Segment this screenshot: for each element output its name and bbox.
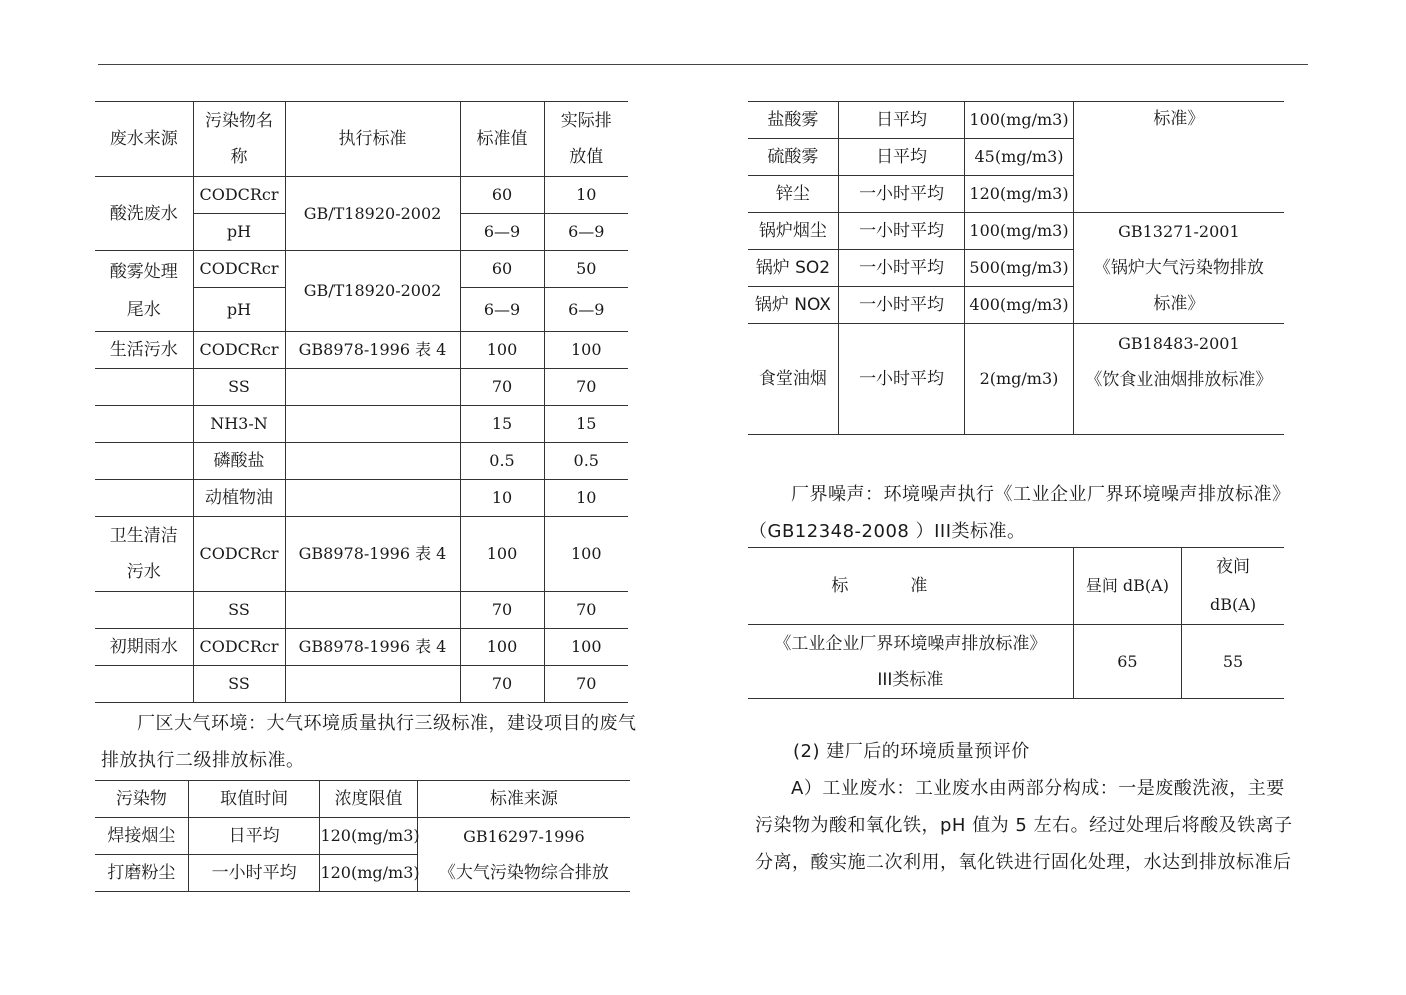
pollutant-cell: 动植物油	[193, 480, 285, 517]
source-cell	[95, 406, 193, 443]
header-cell	[748, 548, 1073, 625]
pollutant-cell: 锅炉 SO2	[748, 250, 838, 287]
day-value-cell: 65	[1073, 625, 1181, 699]
night-value-cell: 55	[1182, 625, 1284, 699]
std-value-cell: 60	[460, 177, 544, 214]
time-cell: 日平均	[188, 818, 320, 855]
header-cell	[193, 102, 285, 177]
limit-cell: 120(mg/m3)	[320, 818, 417, 855]
header-cell: 标准值	[460, 102, 544, 177]
header-text: 夜间	[1216, 557, 1251, 577]
actual-cell: 70	[544, 369, 628, 406]
standard-line: III类标准	[877, 669, 944, 690]
actual-cell: 15	[544, 406, 628, 443]
header-cell: 取值时间	[188, 781, 320, 818]
limit-cell: 2(mg/m3)	[965, 324, 1073, 435]
source-cell	[95, 666, 193, 703]
std-value-cell: 70	[460, 592, 544, 629]
source-line: GB16297-1996	[463, 826, 585, 846]
source-line: 标准》	[1153, 294, 1205, 314]
source-line: 《大气污染物综合排放	[438, 862, 609, 883]
pollutant-cell: 焊接烟尘	[95, 818, 188, 855]
pollutant-cell: 磷酸盐	[193, 443, 285, 480]
std-value-cell: 100	[460, 332, 544, 369]
time-cell: 一小时平均	[838, 287, 964, 324]
header-text: 实际排放值	[560, 111, 612, 167]
limit-cell: 400(mg/m3)	[965, 287, 1073, 324]
pollutant-cell: 打磨粉尘	[95, 855, 188, 892]
actual-cell: 0.5	[544, 443, 628, 480]
std-value-cell: 100	[460, 629, 544, 666]
std-value-cell: 0.5	[460, 443, 544, 480]
pollutant-cell: CODCRcr	[193, 517, 285, 592]
standard-cell	[748, 625, 1073, 699]
pollutant-cell: 盐酸雾	[748, 102, 838, 139]
source-text: 酸雾处理尾水	[109, 262, 178, 320]
limit-cell: 100(mg/m3)	[965, 102, 1073, 139]
source-cell: 初期雨水	[95, 629, 193, 666]
source-text: 卫生清洁污水	[109, 526, 178, 582]
source-line: 《锅炉大气污染物排放	[1093, 258, 1264, 278]
standard-cell	[285, 480, 460, 517]
standard-cell: GB/T18920-2002	[285, 177, 460, 251]
wastewater-table	[95, 101, 628, 703]
header-cell: 标准来源	[417, 781, 630, 818]
header-cell	[1182, 548, 1284, 625]
time-cell: 一小时平均	[838, 176, 964, 213]
source-cell	[1073, 324, 1284, 435]
source-cell	[95, 443, 193, 480]
source-line: 标准》	[1153, 109, 1205, 129]
air-paragraph: 厂区大气环境：大气环境质量执行三级标准，建设项目的废气排放执行二级排放标准。	[101, 713, 637, 771]
std-value-cell: 6—9	[460, 288, 544, 332]
source-line: 《饮食业油烟排放标准》	[1085, 370, 1273, 390]
pollutant-cell: 锌尘	[748, 176, 838, 213]
limit-cell: 500(mg/m3)	[965, 250, 1073, 287]
std-value-cell: 70	[460, 666, 544, 703]
time-cell: 日平均	[838, 102, 964, 139]
pollutant-cell: 硫酸雾	[748, 139, 838, 176]
pollutant-cell: SS	[193, 369, 285, 406]
section-title: (2) 建厂后的环境质量预评价	[793, 741, 1030, 762]
source-line: GB13271-2001	[1118, 222, 1240, 241]
time-cell: 一小时平均	[838, 213, 964, 250]
standard-cell	[285, 443, 460, 480]
air-table-continued	[748, 101, 1284, 435]
limit-cell: 120(mg/m3)	[965, 176, 1073, 213]
header-cell: 昼间 dB(A)	[1073, 548, 1181, 625]
actual-cell: 6—9	[544, 288, 628, 332]
actual-cell: 10	[544, 177, 628, 214]
header-cell	[544, 102, 628, 177]
pollutant-cell: CODCRcr	[193, 629, 285, 666]
actual-cell: 10	[544, 480, 628, 517]
pollutant-cell: 锅炉烟尘	[748, 213, 838, 250]
actual-cell: 50	[544, 251, 628, 288]
limit-cell: 45(mg/m3)	[965, 139, 1073, 176]
time-cell: 一小时平均	[188, 855, 320, 892]
actual-cell: 70	[544, 666, 628, 703]
header-rule	[98, 64, 1308, 65]
source-cell	[1073, 213, 1284, 324]
source-cell	[95, 480, 193, 517]
pollutant-cell: CODCRcr	[193, 332, 285, 369]
time-cell: 日平均	[838, 139, 964, 176]
time-cell: 一小时平均	[838, 324, 964, 435]
limit-cell: 100(mg/m3)	[965, 213, 1073, 250]
std-value-cell: 6—9	[460, 214, 544, 251]
actual-cell: 100	[544, 332, 628, 369]
actual-cell: 100	[544, 517, 628, 592]
header-cell: 浓度限值	[320, 781, 417, 818]
noise-line-1: 厂界噪声：环境噪声执行《工业企业厂界环境噪声排放标准》	[791, 484, 1291, 505]
noise-paragraph	[749, 476, 1315, 550]
source-cell	[1073, 102, 1284, 213]
noise-line-2: （GB12348-2008 ）III类标准。	[749, 521, 1026, 542]
actual-cell: 100	[544, 629, 628, 666]
source-line: GB18483-2001	[1118, 334, 1240, 353]
pollutant-cell: SS	[193, 666, 285, 703]
source-cell	[95, 592, 193, 629]
noise-table	[748, 547, 1284, 699]
pollutant-cell: 食堂油烟	[748, 324, 838, 435]
standard-cell	[285, 666, 460, 703]
pollutant-cell: CODCRcr	[193, 177, 285, 214]
std-value-cell: 100	[460, 517, 544, 592]
standard-cell	[285, 369, 460, 406]
air-table	[95, 780, 630, 892]
standard-cell: GB/T18920-2002	[285, 251, 460, 332]
standard-cell: GB8978-1996 表 4	[285, 629, 460, 666]
source-cell	[417, 818, 630, 892]
standard-cell	[285, 406, 460, 443]
limit-cell: 120(mg/m3)	[320, 855, 417, 892]
pollutant-cell: pH	[193, 288, 285, 332]
header-cell: 废水来源	[95, 102, 193, 177]
pollutant-cell: SS	[193, 592, 285, 629]
std-value-cell: 60	[460, 251, 544, 288]
standard-cell: GB8978-1996 表 4	[285, 517, 460, 592]
source-cell: 生活污水	[95, 332, 193, 369]
header-text: 污染物名称	[205, 111, 273, 167]
std-value-cell: 70	[460, 369, 544, 406]
pollutant-cell: CODCRcr	[193, 251, 285, 288]
header-text: dB(A)	[1210, 595, 1257, 614]
pollutant-cell: pH	[193, 214, 285, 251]
standard-cell	[285, 592, 460, 629]
standard-line: 《工业企业厂界环境噪声排放标准》	[774, 633, 1047, 654]
time-cell: 一小时平均	[838, 250, 964, 287]
pollutant-cell: NH3-N	[193, 406, 285, 443]
actual-cell: 70	[544, 592, 628, 629]
source-cell: 酸洗废水	[95, 177, 193, 251]
header-cell: 执行标准	[285, 102, 460, 177]
source-cell	[95, 369, 193, 406]
std-value-cell: 10	[460, 480, 544, 517]
section-paragraph: A）工业废水：工业废水由两部分构成：一是废酸洗液，主要污染物为酸和氧化铁，pH 值为 5 左右。经过处理后将酸及铁离子分离，酸实施二次利用，氧化铁进行固化处理，水达到排放标准后	[755, 778, 1293, 873]
pollutant-cell: 锅炉 NOX	[748, 287, 838, 324]
std-value-cell: 15	[460, 406, 544, 443]
header-text: 标准	[831, 576, 990, 596]
header-cell: 污染物	[95, 781, 188, 818]
actual-cell: 6—9	[544, 214, 628, 251]
standard-cell: GB8978-1996 表 4	[285, 332, 460, 369]
source-cell	[95, 251, 193, 332]
source-cell	[95, 517, 193, 592]
